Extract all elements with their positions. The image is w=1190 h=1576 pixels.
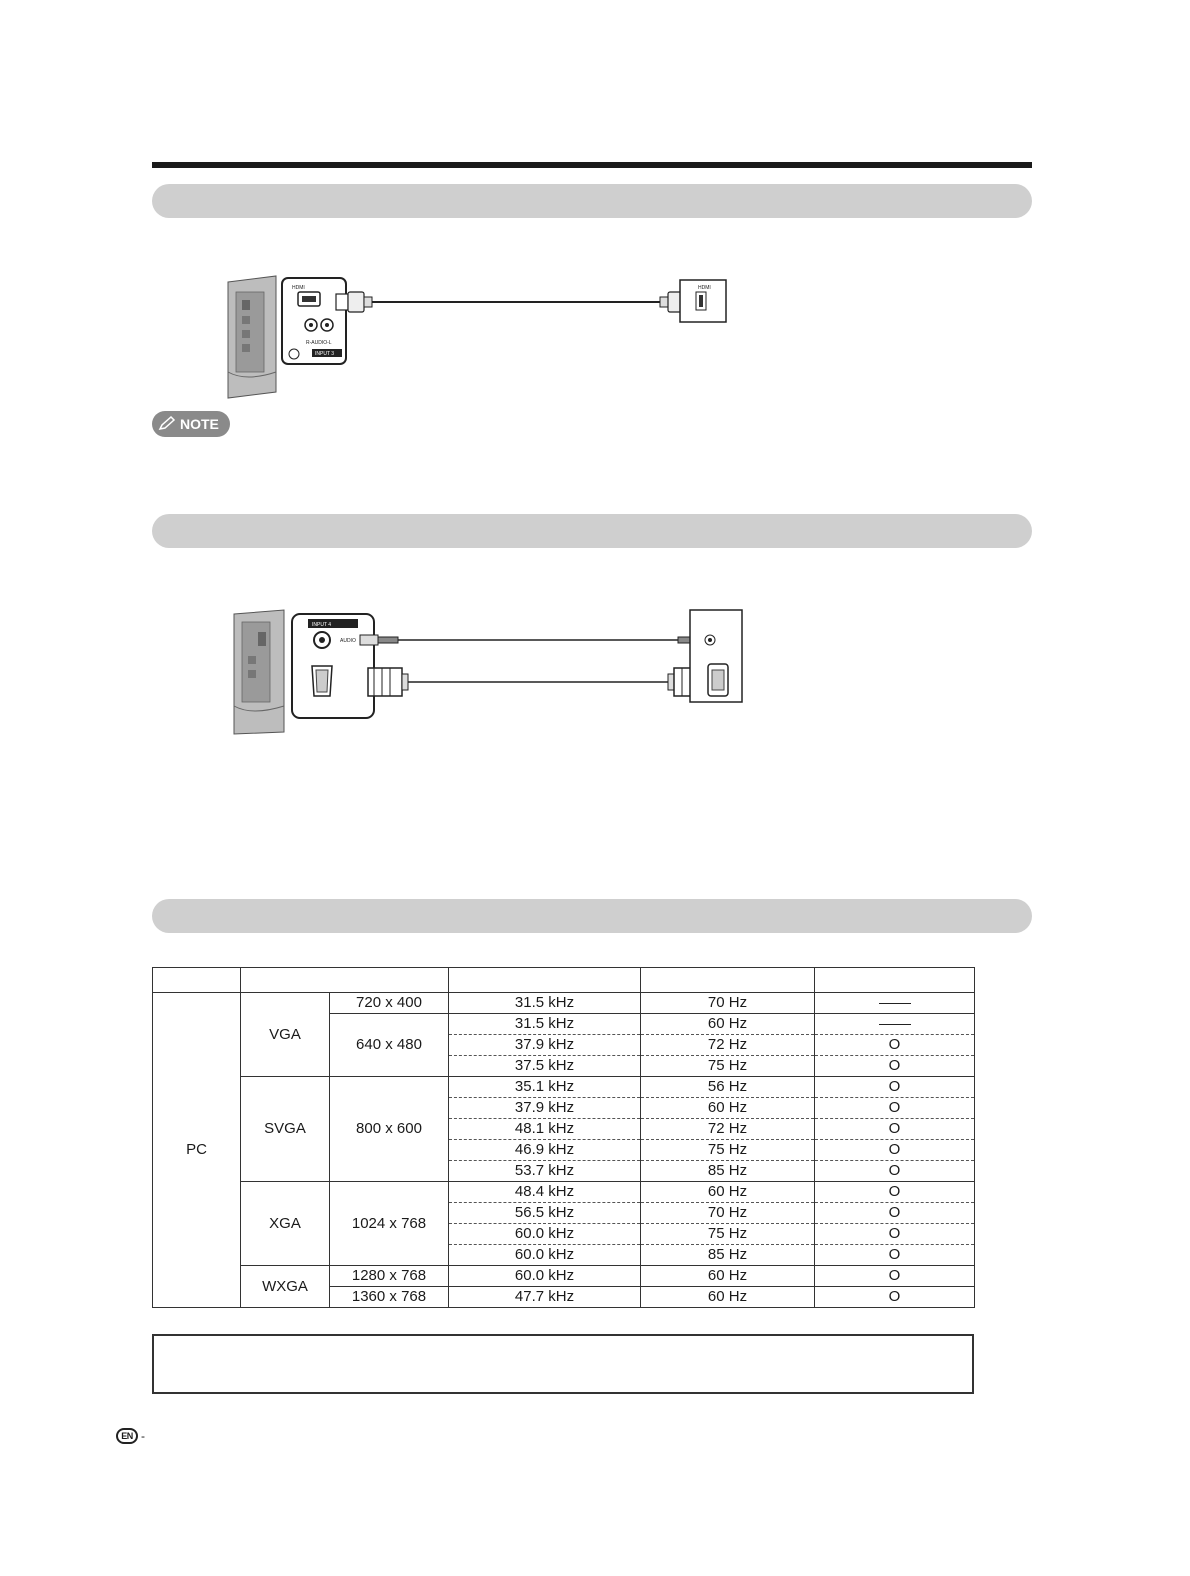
tv-input-label: INPUT 3 [315,351,335,357]
note-badge [152,411,230,437]
vesa-cell: O [815,1182,975,1203]
hdmi-plug-left [336,292,372,312]
page-footer [116,1428,145,1444]
header-cell [815,968,975,993]
h-freq-cell: 60.0 kHz [449,1266,641,1287]
tv-audio-port-label: R-AUDIO-L [306,340,332,346]
h-freq-cell: 56.5 kHz [449,1203,641,1224]
table-row [153,1182,975,1203]
h-freq-cell: 31.5 kHz [449,993,641,1014]
v-freq-cell: 60 Hz [641,1287,815,1308]
tv-rear-illustration [228,276,276,398]
v-freq-cell: 60 Hz [641,1014,815,1035]
tv-pc-audio-label: AUDIO [340,638,356,644]
v-freq-cell: 75 Hz [641,1224,815,1245]
v-freq-cell: 60 Hz [641,1098,815,1119]
table-row [153,993,975,1014]
signal-name-cell: VGA [241,993,330,1077]
v-freq-cell: 85 Hz [641,1161,815,1182]
resolution-cell: 640 x 480 [330,1014,449,1077]
tv-pc-input-label: INPUT 4 [312,622,332,628]
vesa-cell: O [815,1224,975,1245]
pc-connection-diagram [232,606,748,738]
vesa-cell: O [815,1161,975,1182]
v-freq-cell: 70 Hz [641,1203,815,1224]
vesa-cell: O [815,1056,975,1077]
note-label: NOTE [180,416,219,432]
table-row [153,1077,975,1098]
vesa-cell: O [815,1245,975,1266]
resolution-cell: 1024 x 768 [330,1182,449,1266]
device-hdmi-label: HDMI [698,285,711,291]
vesa-cell: O [815,1119,975,1140]
h-freq-cell: 60.0 kHz [449,1245,641,1266]
signal-name-cell: XGA [241,1182,330,1266]
vesa-cell: O [815,1098,975,1119]
h-freq-cell: 47.7 kHz [449,1287,641,1308]
page-separator: - [141,1429,145,1443]
footnote-box [152,1334,974,1394]
resolution-cell: 720 x 400 [330,993,449,1014]
v-freq-cell: 60 Hz [641,1266,815,1287]
not-supported-mark [879,1024,911,1025]
section-bar-timing [152,899,1032,933]
resolution-cell: 1360 x 768 [330,1287,449,1308]
header-cell [449,968,641,993]
vga-plug-left [368,668,408,696]
tv-hdmi-panel [282,278,346,364]
header-cell [153,968,241,993]
v-freq-cell: 70 Hz [641,993,815,1014]
tv-pc-panel [292,614,374,718]
h-freq-cell: 37.5 kHz [449,1056,641,1077]
h-freq-cell: 48.1 kHz [449,1119,641,1140]
audio-plug-left [360,635,398,645]
pencil-icon [158,416,176,432]
signal-name-cell: WXGA [241,1266,330,1308]
v-freq-cell: 72 Hz [641,1035,815,1056]
v-freq-cell: 72 Hz [641,1119,815,1140]
vesa-cell: O [815,1203,975,1224]
language-badge: EN [116,1428,138,1444]
v-freq-cell: 60 Hz [641,1182,815,1203]
pc-timing-table [152,967,975,1308]
vesa-cell: O [815,1266,975,1287]
pc-rear-illustration [690,610,742,702]
header-cell [241,968,449,993]
h-freq-cell: 46.9 kHz [449,1140,641,1161]
h-freq-cell: 60.0 kHz [449,1224,641,1245]
vesa-cell: O [815,1287,975,1308]
h-freq-cell: 48.4 kHz [449,1182,641,1203]
resolution-cell: 1280 x 768 [330,1266,449,1287]
vesa-cell: O [815,1140,975,1161]
tv-rear-illustration [234,610,284,734]
header-cell [641,968,815,993]
h-freq-cell: 31.5 kHz [449,1014,641,1035]
v-freq-cell: 56 Hz [641,1077,815,1098]
signal-name-cell: SVGA [241,1077,330,1182]
vesa-cell: O [815,1077,975,1098]
h-freq-cell: 37.9 kHz [449,1098,641,1119]
table-header-row [153,968,975,993]
vesa-cell [815,993,975,1014]
v-freq-cell: 75 Hz [641,1140,815,1161]
vesa-cell [815,1014,975,1035]
h-freq-cell: 37.9 kHz [449,1035,641,1056]
pc-group-cell: PC [153,993,241,1308]
h-freq-cell: 35.1 kHz [449,1077,641,1098]
device-hdmi-port [680,280,726,322]
resolution-cell: 800 x 600 [330,1077,449,1182]
table-row [153,1266,975,1287]
h-freq-cell: 53.7 kHz [449,1161,641,1182]
tv-hdmi-port-label: HDMI [292,285,305,291]
section-bar-pc [152,514,1032,548]
section-bar-hdmi [152,184,1032,218]
not-supported-mark [879,1003,911,1004]
hdmi-connection-diagram [226,272,736,400]
v-freq-cell: 85 Hz [641,1245,815,1266]
v-freq-cell: 75 Hz [641,1056,815,1077]
vesa-cell: O [815,1035,975,1056]
heading-rule [152,162,1032,168]
